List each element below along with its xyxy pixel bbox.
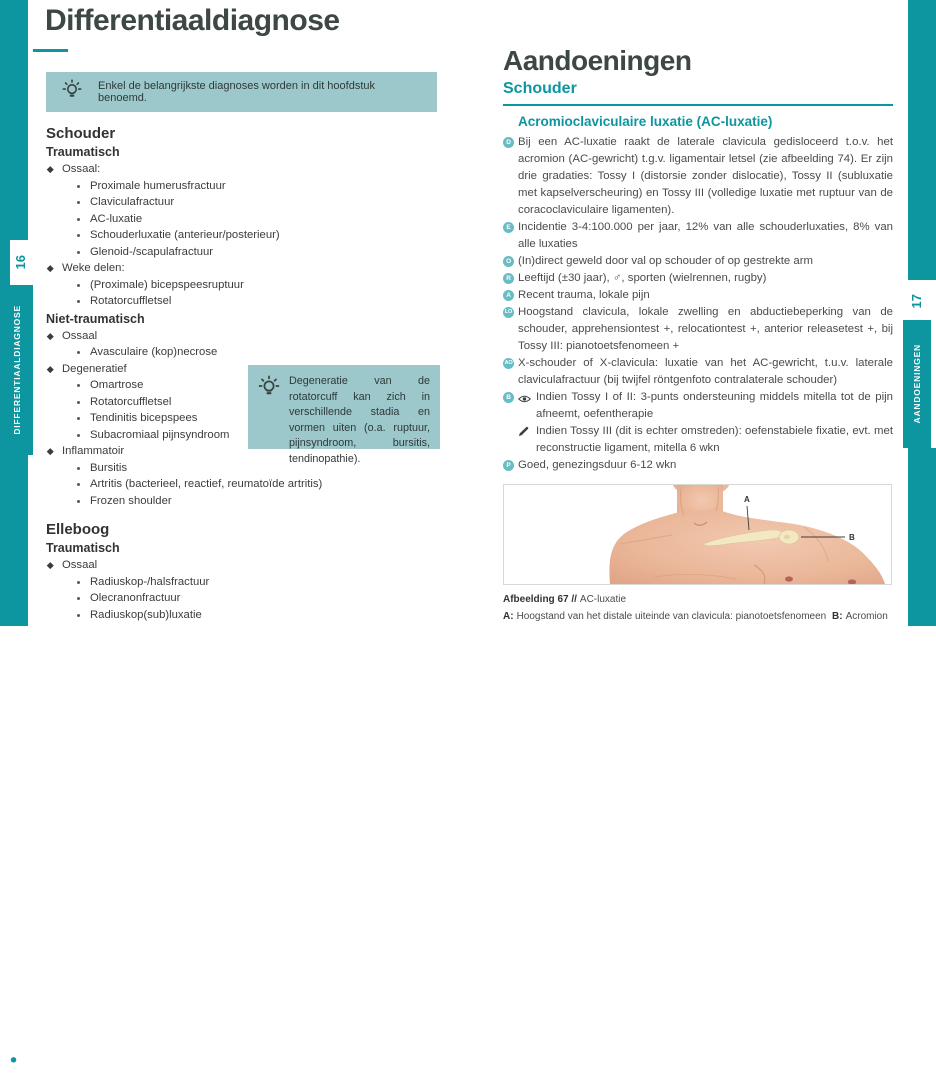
dot-bullet [77, 284, 80, 287]
list-item: Rotatorcuffletsel [46, 394, 446, 411]
section-heading: Elleboog [46, 521, 110, 538]
dot-bullet [77, 614, 80, 617]
list-item: Omartrose [46, 377, 446, 394]
diamond-bullet [47, 166, 53, 172]
section-heading: Schouder [46, 125, 116, 142]
entry-risk: R Leeftijd (±30 jaar), ♂, sporten (wielrennen, rugby) [503, 270, 893, 287]
list-item: Tendinitis bicepspees [46, 410, 446, 427]
diamond-bullet [47, 562, 53, 568]
dot-bullet [77, 401, 80, 404]
dot-bullet [77, 251, 80, 254]
right-edge-bar-top [908, 0, 936, 280]
dot-bullet [77, 483, 80, 486]
legend-a-text: Hoogstand van het distale uiteinde van clavicula: pianotoetsfenomeen [516, 610, 827, 622]
list-item: Avasculaire (kop)necrose [46, 344, 446, 361]
group-subheading: Traumatisch [46, 145, 120, 159]
dot-bullet [77, 300, 80, 303]
list-item: Radiuskop(sub)luxatie [46, 607, 446, 624]
article-heading: Acromioclaviculaire luxatie (AC-luxatie) [518, 114, 773, 129]
diamond-bullet [47, 265, 53, 271]
caption-label: Afbeelding 67 // [503, 594, 577, 605]
page-number-right: 17 [908, 293, 924, 309]
dot-bullet [77, 500, 80, 503]
badge-AO: AO [503, 358, 514, 369]
tip-box-text: Degeneratie van de rotatorcuff kan zich in verschillende stadia en vormen uiten (o.a. ruptuur, pijnsyndroom, bursitis, tendinopathie). [289, 375, 430, 465]
group-subheading: Niet-traumatisch [46, 311, 145, 326]
dot-bullet [77, 201, 80, 204]
info-box-text: Enkel de belangrijkste diagnoses worden in dit hoofdstuk benoemd. [98, 80, 376, 104]
lightbulb-icon [256, 374, 282, 441]
torso-illustration [504, 485, 891, 584]
eye-icon [518, 392, 531, 409]
list-item: Ossaal [46, 328, 446, 345]
scalpel-icon [518, 426, 529, 443]
caption-line-1 [503, 592, 892, 609]
list-item: Subacromiaal pijnsyndroom [46, 427, 446, 444]
lightbulb-icon [60, 78, 84, 107]
left-edge-bar-bottom [0, 455, 28, 626]
badge-P: P [503, 460, 514, 471]
entry-cause: O (In)direct geweld door val op schouder of op gestrekte arm [503, 253, 893, 270]
right-page [503, 44, 893, 474]
list-item: (Proximale) bicepspeesruptuur [46, 277, 446, 294]
legend-b-label: B: [832, 610, 843, 622]
group-subheading: Traumatisch [46, 541, 120, 555]
badge-E: E [503, 222, 514, 233]
badge-D: D [503, 137, 514, 148]
list-item: Artritis (bacterieel, reactief, reumatoïde artritis) [46, 476, 446, 493]
entry-prognosis: P Goed, genezingsduur 6-12 wkn [503, 457, 893, 474]
dot-bullet [77, 351, 80, 354]
dot-bullet [77, 597, 80, 600]
figure-caption [503, 592, 892, 625]
list-item: Claviculafractuur [46, 194, 446, 211]
dot-bullet [77, 384, 80, 387]
entry-treatment [503, 389, 893, 457]
entry-physical-exam: LO Hoogstand clavicula, lokale zwelling en abductiebeperking van de schouder, apprehensiontest +, relocationtest +, anterior releasetest +, bij Tossy III: pianotoetsfenomeen + [504, 306, 893, 352]
right-edge-bar-bottom [908, 448, 936, 626]
page-title: Aandoeningen [503, 45, 692, 76]
list-item: Frozen shoulder [46, 493, 446, 510]
tip-box [248, 365, 440, 465]
diamond-bullet [47, 366, 53, 372]
entry-definition: D Bij een AC-luxatie raakt de laterale clavicula gedisloceerd t.o.v. het acromion (AC-gewricht) t.g.v. ligamentair letsel (zie afbeelding 74). Er zijn drie gradaties: Tossy I (distorsie zonder dislocatie), Tossy II (subluxatie met kapselverscheuring) en Tossy III (volledige luxatie met ruptuur van de coracoclaviculaire ligamenten). [503, 134, 893, 219]
figure-label-b: B [849, 533, 855, 542]
list-item: Olecranonfractuur [46, 590, 446, 607]
dot-bullet [77, 467, 80, 470]
badge-O: O [503, 256, 514, 267]
list-item: Bursitis [46, 460, 446, 477]
chapter-tab-right: AANDOENINGEN [903, 320, 931, 448]
list-item: Weke delen: [46, 260, 446, 277]
head-profile-icon [2, 1049, 26, 1077]
list-item: Radiuskop-/halsfractuur [46, 574, 446, 591]
badge-R: R [503, 273, 514, 284]
caption-title: AC-luxatie [579, 594, 627, 605]
page-number-left: 16 [12, 254, 28, 270]
left-edge-bar-top [0, 0, 28, 240]
figure-ac-luxatie [503, 484, 892, 585]
legend-a-label: A: [503, 610, 514, 622]
list-item: Inflammatoir [46, 443, 446, 460]
dot-bullet [77, 185, 80, 188]
list-item: Ossaal: [46, 161, 446, 178]
figure-label-a: A [744, 495, 750, 504]
article-entries [503, 134, 893, 474]
treatment-conservative: Indien Tossy I of II: 3-punts ondersteuning middels mitella tot de pijn afneemt, oefentherapie [518, 389, 893, 423]
legend-b-text: Acromion [845, 610, 888, 622]
caption-line-2 [503, 609, 892, 626]
list-item: Degeneratief [46, 361, 446, 378]
dot-bullet [77, 234, 80, 237]
dot-bullet [77, 434, 80, 437]
badge-LO: LO [503, 307, 514, 318]
list-item: AC-luxatie [46, 211, 446, 228]
dot-bullet [77, 218, 80, 221]
dot-bullet [77, 417, 80, 420]
page-title: Differentiaaldiagnose [45, 4, 340, 37]
entry-additional-exam: AO X-schouder of X-clavicula: luxatie van het AC-gewricht, t.u.v. laterale claviculafractuur (bij twijfel röntgenfoto contralaterale schouder) [504, 357, 893, 386]
list-item: Ossaal [46, 557, 446, 574]
list-item: Glenoid-/scapulafractuur [46, 244, 446, 261]
treatment-operative: Indien Tossy III (dit is echter omstreden): oefenstabiele fixatie, evt. met reconstructie ligament, mitella 6 wkn [518, 423, 893, 457]
list-item: Schouderluxatie (anterieur/posterieur) [46, 227, 446, 244]
entry-anamnesis: A Recent trauma, lokale pijn [503, 287, 893, 304]
list-item: Proximale humerusfractuur [46, 178, 446, 195]
info-box [46, 72, 437, 112]
badge-B: B [503, 392, 514, 403]
section-rule [503, 104, 893, 106]
page-subtitle: Schouder [503, 80, 577, 97]
chapter-tab-left: DIFFERENTIAALDIAGNOSE [0, 285, 33, 455]
list-item: Rotatorcuffletsel [46, 293, 446, 310]
diamond-bullet [47, 448, 53, 454]
entry-epidemiology: E Incidentie 3-4:100.000 per jaar, 12% van alle schouderluxaties, 8% van alle luxaties [503, 219, 893, 253]
title-underline [33, 49, 68, 52]
dot-bullet [77, 581, 80, 584]
diamond-bullet [47, 333, 53, 339]
badge-A: A [503, 290, 514, 301]
